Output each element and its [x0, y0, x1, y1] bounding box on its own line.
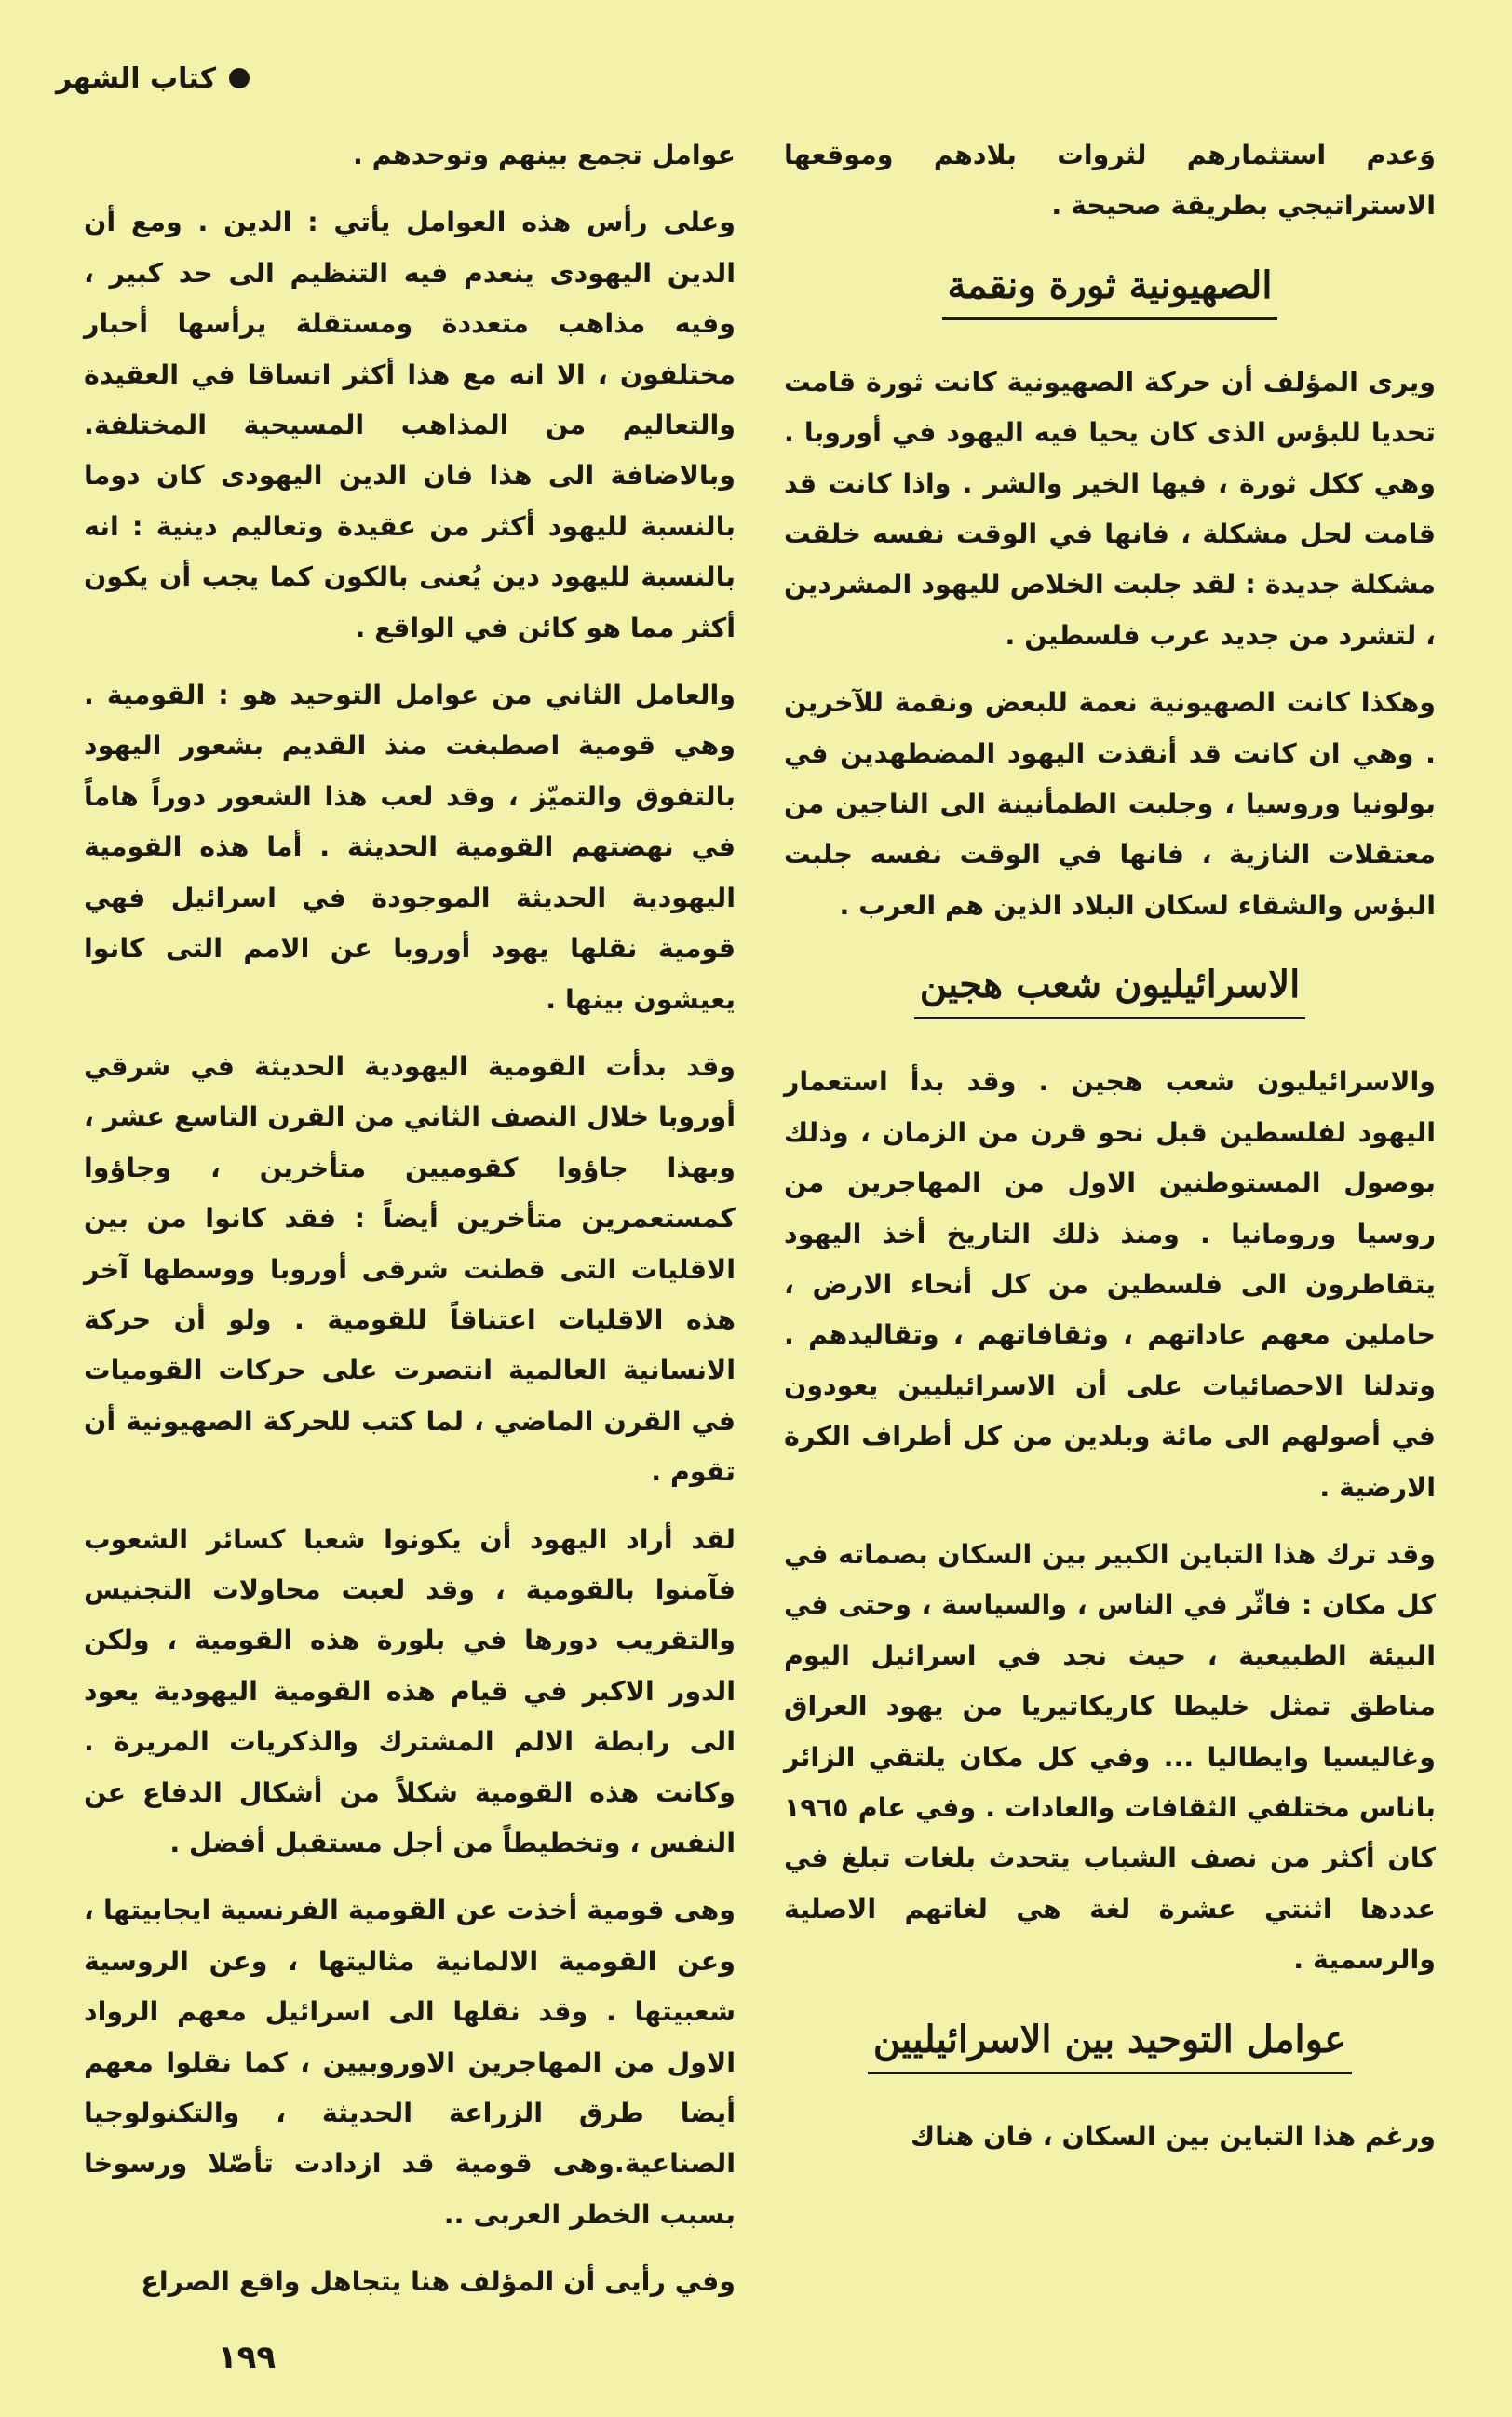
section-heading-text: الصهيونية ثورة ونقمة — [942, 260, 1278, 320]
paragraph: ورغم هذا التباين بين السكان ، فان هناك — [911, 2120, 1436, 2152]
paragraph: وقد بدأت القومية اليهودية الحديثة في شرقي أوروبا خلال النصف الثاني من القرن التاسع عشر ، وبهذا جاؤوا كقوميين متأخرين ، وجاؤوا كمستعمرين متأخرين أيضاً : فقد كانوا من بين الاقليات التى قطنت شرقى أوروبا ووسطها آخر هذه الاقليات اعتناقاً للقومية . ولو أن حركة الانسانية العالمية انتصرت على حركات القوميات في القرن الماضي ، لما كتب للحركة الصهيونية أن تقوم . — [84, 1050, 736, 1488]
page-number: ١٩٩ — [217, 2339, 277, 2376]
right-column — [784, 130, 1436, 2162]
running-header-title: كتاب الشهر — [56, 61, 217, 95]
bullet-icon — [229, 68, 250, 88]
paragraph: وقد ترك هذا التباين الكبير بين السكان بصماته في كل مكان : فاثّر في الناس ، والسياسة ، وحتى في البيئة الطبيعية ، حيث نجد في اسرائيل اليوم مناطق تمثل خليطا كاريكاتيريا من يهود العراق وغاليسيا وايطاليا ... وفي كل مكان يلتقي الزائر باناس مختلفي الثقافات والعادات . وفي عام ١٩٦٥ كان أكثر من نصف الشباب يتحدث بلغات تبلغ في عددها اثنتي عشرة لغة هي لغاتهم الاصلية والرسمية . — [784, 1538, 1436, 1976]
paragraph: وَعدم استثمارهم لثروات بلادهم وموقعها الاستراتيجي بطريقة صحيحة . — [784, 140, 1436, 222]
paragraph: وهكذا كانت الصهيونية نعمة للبعض ونقمة للآخرين . وهي ان كانت قد أنقذت اليهود المضطهدين في بولونيا وروسيا ، وجلبت الطمأنينة الى الناجين من معتقلات النازية ، فانها في الوقت نفسه جلبت البؤس والشقاء لسكان البلاد الذين هم العرب . — [784, 687, 1436, 921]
paragraph: عوامل تجمع بينهم وتوحدهم . — [352, 140, 736, 170]
running-header — [56, 50, 298, 106]
paragraph: وفي رأيى أن المؤلف هنا يتجاهل واقع الصراع — [141, 2266, 736, 2298]
paragraph: والاسرائيليون شعب هجين . وقد بدأ استعمار اليهود لفلسطين قبل نحو قرن من الزمان ، وذلك بوصول المستوطنين الاول من المهاجرين من روسيا ورومانيا . ومنذ ذلك التاريخ أخذ اليهود يتقاطرون الى فلسطين من كل أنحاء الارض ، حاملين معهم عاداتهم ، وثقافاتهم ، وتقاليدهم . وتدلنا الاحصائيات على أن الاسرائيليين يعودون في أصولهم الى مائة وبلدين من كل أطراف الكرة الارضية . — [784, 1066, 1436, 1503]
paragraph: وعلى رأس هذه العوامل يأتي : الدين . ومع أن الدين اليهودى ينعدم فيه التنظيم الى حد كبير ، وفيه مذاهب متعددة ومستقلة يرأسها أحبار مختلفون ، الا انه مع هذا أكثر اتساقا في العقيدة والتعاليم من المذاهب المسيحية المختلفة. وبالاضافة الى هذا فان الدين اليهودى كان دوما بالنسبة لليهود أكثر من عقيدة وتعاليم دينية : انه بالنسبة لليهود دين يُعنى بالكون كما يجب أن يكون أكثر مما هو كائن في الواقع . — [84, 207, 736, 643]
section-heading — [784, 2014, 1436, 2074]
left-column — [84, 130, 736, 2308]
paragraph: لقد أراد اليهود أن يكونوا شعبا كسائر الشعوب فآمنوا بالقومية ، وقد لعبت محاولات التجنيس والتقريب دورها في بلورة هذه القومية ، ولكن الدور الاكبر في قيام هذه القومية اليهودية يعود الى رابطة الالم المشترك والذكريات المريرة . وكانت هذه القومية شكلاً من أشكال الدفاع عن النفس ، وتخطيطاً من أجل مستقبل أفضل . — [84, 1523, 736, 1858]
section-heading — [784, 260, 1436, 320]
paragraph: وهى قومية أخذت عن القومية الفرنسية ايجابيتها ، وعن القومية الالمانية مثاليتها ، وعن الروسية شعبيتها . وقد نقلها الى اسرائيل معهم الرواد الاول من المهاجرين الاوروبيين ، كما نقلوا معهم أيضا طرق الزراعة الحديثة ، والتكنولوجيا الصناعية.وهى قومية قد ازدادت تأصّلا ورسوخا بسبب الخطر العربى .. — [84, 1895, 736, 2230]
section-heading — [784, 959, 1436, 1019]
paragraph: ويرى المؤلف أن حركة الصهيونية كانت ثورة قامت تحديا للبؤس الذى كان يحيا فيه اليهود في أوروبا . وهي ككل ثورة ، فيها الخير والشر . واذا كانت قد قامت لحل مشكلة ، فانها في الوقت نفسه خلقت مشكلة جديدة : لقد جلبت الخلاص لليهود المشردين ، لتشرد من جديد عرب فلسطين . — [784, 366, 1436, 651]
paragraph: والعامل الثاني من عوامل التوحيد هو : القومية . وهي قومية اصطبغت منذ القديم بشعور اليهود بالتفوق والتميّز ، وقد لعب هذا الشعور دوراً هاماً في نهضتهم القومية الحديثة . أما هذه القومية اليهودية الحديثة الموجودة في اسرائيل فهي قومية نقلها يهود أوروبا عن الامم التى كانوا يعيشون بينها . — [84, 680, 736, 1015]
section-heading-text: الاسرائيليون شعب هجين — [914, 959, 1306, 1019]
section-heading-text: عوامل التوحيد بين الاسرائيليين — [868, 2014, 1352, 2074]
